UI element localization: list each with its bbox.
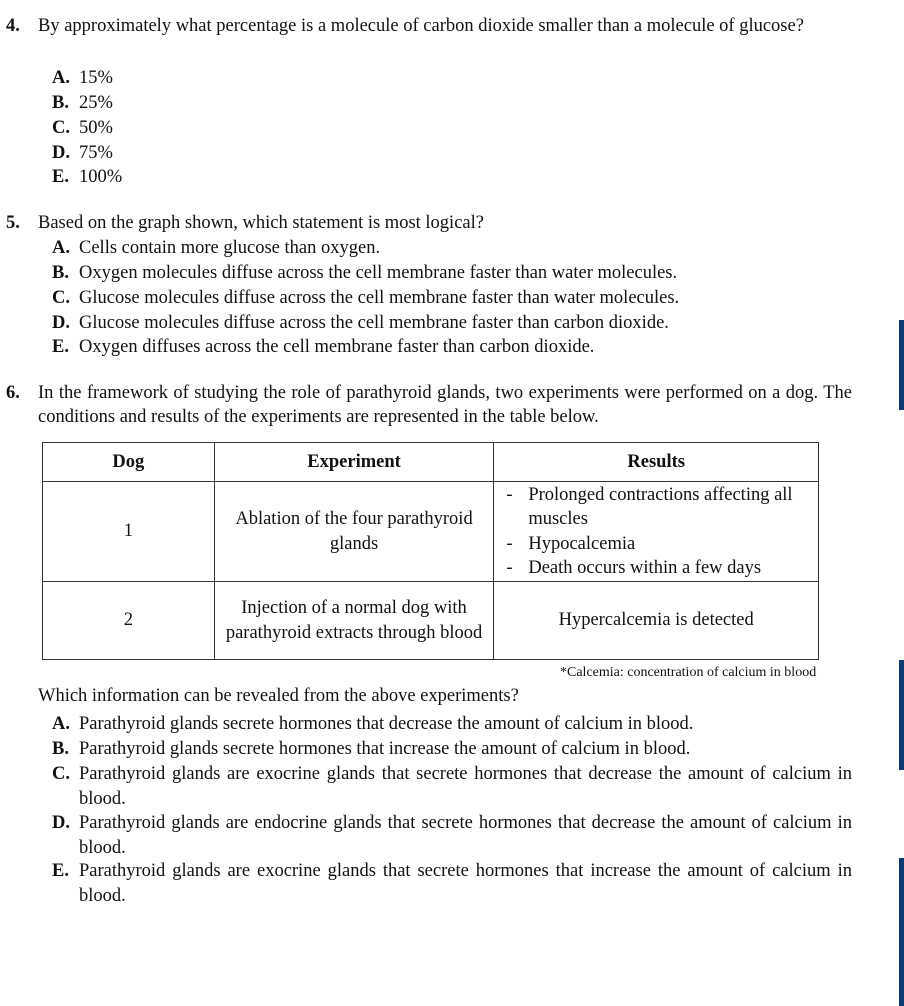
q6-option-e[interactable]: E. Parathyroid glands are exocrine glands that secrete hormones that increase the amount of calcium in blood. bbox=[52, 861, 852, 906]
q6-prompt: Which information can be revealed from the above experiments? bbox=[38, 686, 519, 706]
q5-number: 5. bbox=[6, 213, 20, 233]
q6-option-d[interactable]: D. Parathyroid glands are endocrine glands that secrete hormones that decrease the amount of calcium in blood. bbox=[52, 813, 852, 858]
experiment-cell: Injection of a normal dog with parathyroid extracts through blood bbox=[214, 582, 494, 660]
result-item: - Prolonged contractions affecting all muscles bbox=[500, 483, 812, 532]
header-experiment: Experiment bbox=[214, 443, 494, 482]
results-list bbox=[500, 483, 812, 581]
q6-number: 6. bbox=[6, 383, 20, 403]
q6-option-a[interactable]: A. Parathyroid glands secrete hormones that decrease the amount of calcium in blood. bbox=[52, 714, 694, 734]
result-item: - Hypocalcemia bbox=[500, 532, 812, 557]
edge-bar bbox=[899, 320, 904, 410]
q4-text: By approximately what percentage is a molecule of carbon dioxide smaller than a molecule of glucose? bbox=[38, 16, 804, 36]
q6-option-c[interactable]: C. Parathyroid glands are exocrine glands that secrete hormones that decrease the amount of calcium in blood. bbox=[52, 764, 852, 809]
experiment-cell: Ablation of the four parathyroid glands bbox=[214, 482, 494, 582]
q5-option-e[interactable]: E. Oxygen diffuses across the cell membrane faster than carbon dioxide. bbox=[52, 337, 595, 357]
dog-cell: 1 bbox=[43, 482, 215, 582]
q5-option-a[interactable]: A. Cells contain more glucose than oxygen. bbox=[52, 238, 381, 258]
q5-option-c[interactable]: C. Glucose molecules diffuse across the cell membrane faster than water molecules. bbox=[52, 288, 680, 308]
results-cell bbox=[494, 482, 819, 582]
edge-bar bbox=[899, 660, 904, 770]
dog-cell: 2 bbox=[43, 582, 215, 660]
q4-option-d[interactable]: D. 75% bbox=[52, 143, 113, 163]
results-cell: Hypercalcemia is detected bbox=[494, 582, 819, 660]
q6-option-b[interactable]: B. Parathyroid glands secrete hormones that increase the amount of calcium in blood. bbox=[52, 739, 691, 759]
header-results: Results bbox=[494, 443, 819, 482]
q4-option-c[interactable]: C. 50% bbox=[52, 118, 113, 138]
edge-bar bbox=[899, 858, 904, 1006]
table-row bbox=[43, 482, 819, 582]
result-item: - Death occurs within a few days bbox=[500, 556, 812, 581]
q4-number: 4. bbox=[6, 16, 20, 36]
header-dog: Dog bbox=[43, 443, 215, 482]
calcemia-footnote: *Calcemia: concentration of calcium in blood bbox=[560, 665, 817, 680]
q5-option-d[interactable]: D. Glucose molecules diffuse across the cell membrane faster than carbon dioxide. bbox=[52, 313, 669, 333]
q6-text: In the framework of studying the role of parathyroid glands, two experiments were performed on a dog. The conditions and results of the experiments are represented in the table below. bbox=[38, 383, 852, 427]
q4-option-e[interactable]: E. 100% bbox=[52, 167, 123, 187]
experiment-table bbox=[42, 442, 819, 660]
q5-option-b[interactable]: B. Oxygen molecules diffuse across the cell membrane faster than water molecules. bbox=[52, 263, 678, 283]
table-header-row bbox=[43, 443, 819, 482]
q4-option-a[interactable]: A. 15% bbox=[52, 68, 113, 88]
q5-text: Based on the graph shown, which statement is most logical? bbox=[38, 213, 484, 233]
q4-option-b[interactable]: B. 25% bbox=[52, 93, 113, 113]
table-row bbox=[43, 582, 819, 660]
